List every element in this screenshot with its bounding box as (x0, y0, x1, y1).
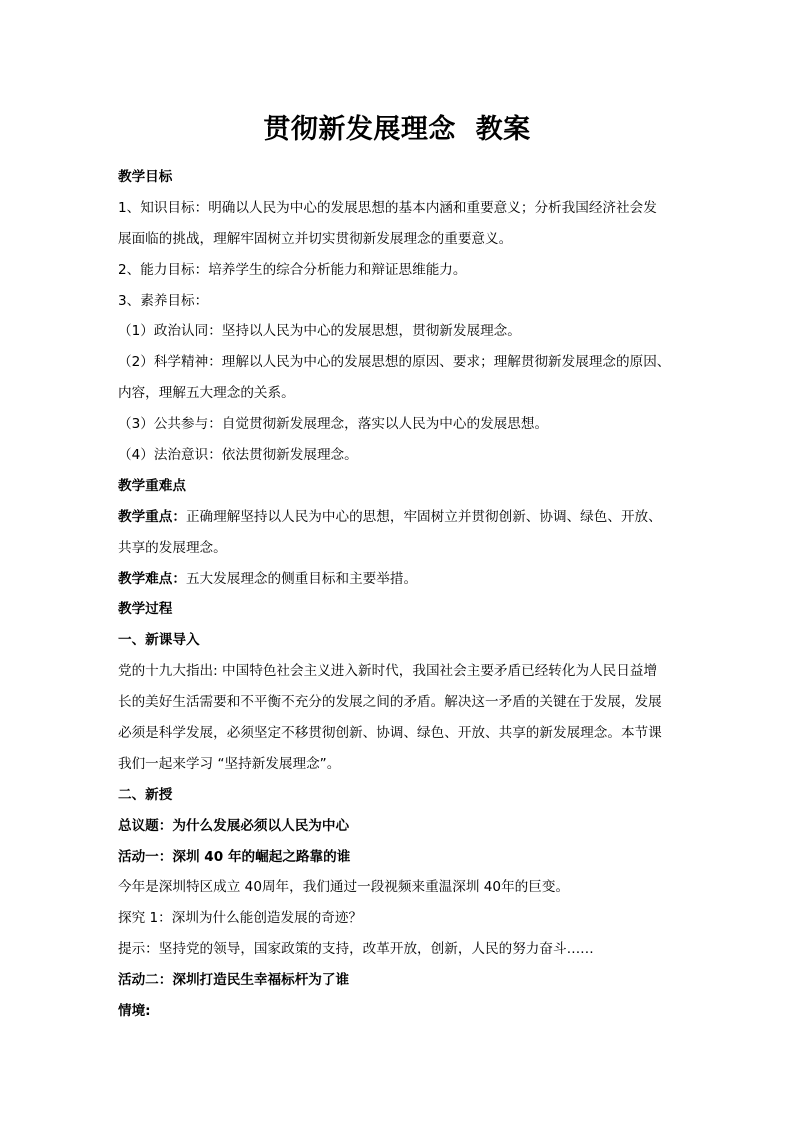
body-text: 我们一起来学习 “坚持新发展理念”。 (118, 755, 341, 772)
body-text: 展面临的挑战，理解牢固树立并切实贯彻新发展理念的重要意义。 (118, 230, 513, 247)
bold-text: 教学目标 (118, 169, 173, 185)
body-text: 2、能力目标：培养学生的综合分析能力和辩证思维能力。 (118, 261, 467, 278)
text-line (118, 872, 684, 903)
text-line (118, 193, 684, 224)
body-text: （3）公共参与：自觉贯彻新发展理念，落实以人民为中心的发展思想。 (118, 416, 549, 433)
text-line (118, 780, 684, 811)
text-line (118, 440, 684, 471)
text-line (118, 502, 684, 533)
text-line (118, 533, 684, 564)
text-line (118, 255, 684, 286)
document-title: 贯彻新发展理念 教案 (263, 114, 531, 145)
text-line (118, 811, 684, 842)
text-line (118, 564, 684, 595)
text-line (118, 934, 684, 965)
text-line (118, 347, 684, 378)
text-line (118, 749, 684, 780)
text-line (118, 842, 684, 873)
text-line (118, 656, 684, 687)
bold-text: 情境: (118, 1003, 151, 1020)
text-line (118, 718, 684, 749)
body-text: 必须是科学发展，必须坚定不移贯彻创新、协调、绿色、开放、共享的新发展理念。本节课 (118, 725, 662, 742)
text-line (118, 594, 684, 625)
bold-text: 总议题：为什么发展必须以人民为中心 (118, 817, 350, 834)
text-line (118, 409, 684, 440)
text-line (118, 286, 684, 317)
body-text: 长的美好生活需要和不平衡不充分的发展之间的矛盾。解决这一矛盾的关键在于发展，发展 (118, 694, 662, 711)
text-line (118, 471, 684, 502)
bold-text: 活动一：深圳 40 年的崛起之路靠的谁 (118, 848, 351, 865)
text-line (118, 378, 684, 409)
bold-text: 活动二：深圳打造民生幸福标杆为了谁 (118, 972, 350, 989)
bold-text: 教学难点： (118, 570, 186, 587)
body-text: （1）政治认同：坚持以人民为中心的发展思想，贯彻新发展理念。 (118, 323, 521, 340)
body-text: 1、知识目标：明确以人民为中心的发展思想的基本内涵和重要意义；分析我国经济社会发 (118, 199, 657, 216)
body-text: 正确理解坚持以人民为中心的思想，牢固树立并贯彻创新、协调、绿色、开放、 (185, 508, 662, 525)
body-text: 提示：坚持党的领导，国家政策的支持，改革开放，创新，人民的努力奋斗…… (118, 941, 594, 958)
body-text: 3、素养目标： (118, 292, 209, 309)
bold-text: 教学重点： (118, 508, 186, 525)
bold-text: 二、新授 (118, 786, 173, 803)
body-text: 内容，理解五大理念的关系。 (118, 385, 295, 402)
text-line (118, 316, 684, 347)
text-line (118, 162, 684, 193)
text-line (118, 625, 684, 656)
bold-text: 一、新课导入 (118, 632, 200, 649)
text-line (118, 903, 684, 934)
text-line (118, 965, 684, 996)
text-line (118, 224, 684, 255)
body-text: （4）法治意识：依法贯彻新发展理念。 (118, 447, 358, 464)
text-line (118, 687, 684, 718)
bold-text: 教学过程 (118, 601, 173, 618)
bold-text: 教学重难点 (118, 477, 186, 494)
body-text: 探究 1：深圳为什么能创造发展的奇迹？ (118, 910, 363, 927)
document-body (118, 162, 684, 1027)
body-text: 五大发展理念的侧重目标和主要举措。 (185, 570, 418, 587)
body-text: 共享的发展理念。 (118, 539, 227, 556)
body-text: （2）科学精神：理解以人民为中心的发展思想的原因、要求；理解贯彻新发展理念的原因、 (118, 354, 671, 371)
text-line (118, 996, 684, 1027)
body-text: 党的十九大指出: 中国特色社会主义进入新时代，我国社会主要矛盾已经转化为人民日益增 (118, 663, 658, 680)
body-text: 今年是深圳特区成立 40周年，我们通过一段视频来重温深圳 40年的巨变。 (118, 879, 570, 896)
